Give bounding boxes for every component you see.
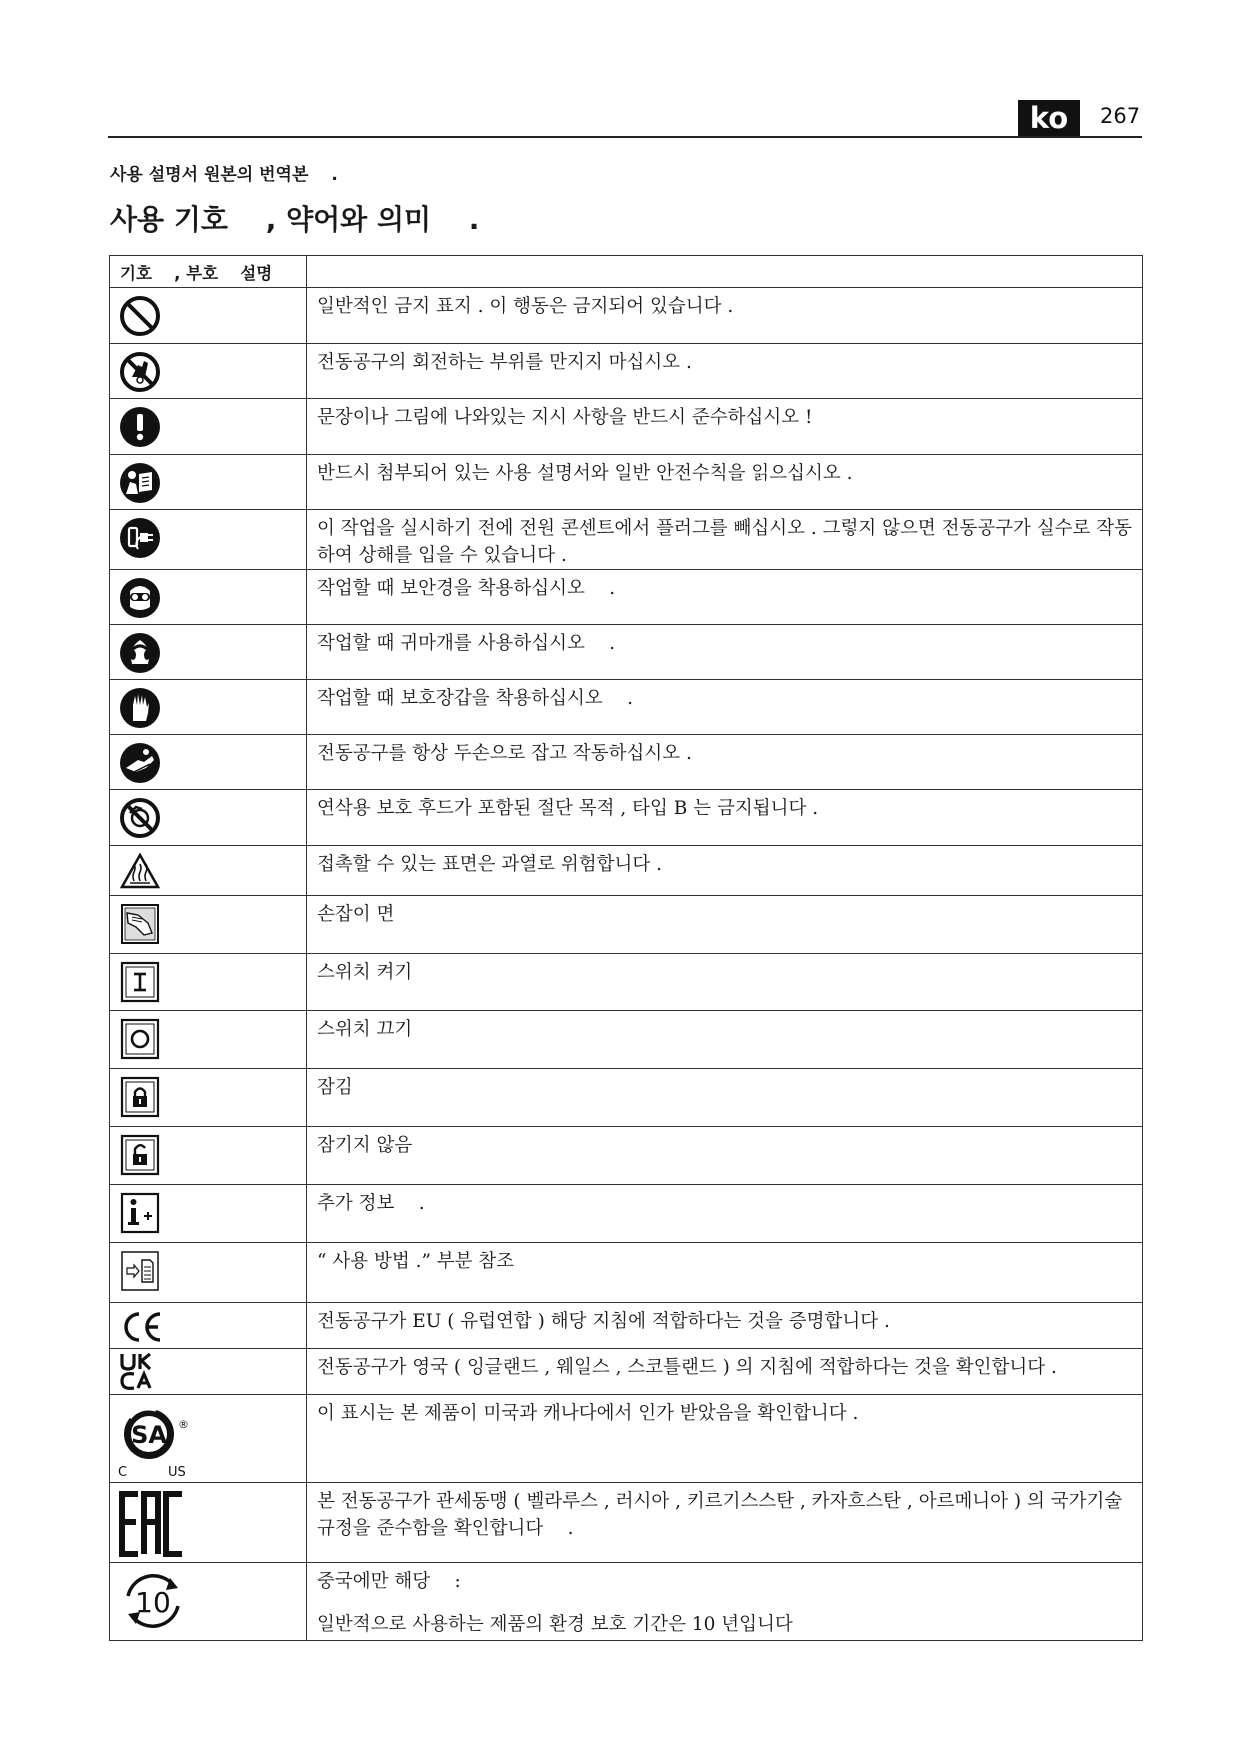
document-subtitle: 사용 설명서 원본의 번역본 . xyxy=(110,165,338,185)
protective-gloves-icon xyxy=(118,683,162,731)
row-description xyxy=(307,1563,1143,1641)
row-description: “ 사용 방법 .” 부분 참조 xyxy=(307,1243,1143,1303)
header-symbol-label: 기호 , 부호 설명 xyxy=(120,264,273,283)
eac-mark-icon xyxy=(118,1486,188,1560)
lock-icon xyxy=(118,1072,162,1120)
row-description: 전동공구가 영국 ( 잉글랜드 , 웨일스 , 스코틀랜드 ) 의 지침에 적합하다는 것을 확인합니다 . xyxy=(307,1349,1143,1395)
table-row xyxy=(110,846,1143,896)
table-row xyxy=(110,625,1143,680)
china-efup-10-icon xyxy=(118,1566,188,1636)
row-description: 잠기지 않음 xyxy=(307,1127,1143,1185)
prohibition-icon xyxy=(118,291,162,339)
table-header-row xyxy=(110,256,1143,288)
table-row xyxy=(110,954,1143,1011)
row-description: 잠김 xyxy=(307,1069,1143,1127)
row-description: 문장이나 그림에 나와있는 지시 사항을 반드시 준수하십시오 ! xyxy=(307,399,1143,455)
info-icon xyxy=(118,1188,162,1236)
grip-surface-icon xyxy=(118,899,162,947)
table-row xyxy=(110,790,1143,846)
language-badge: ko xyxy=(1018,100,1080,136)
table-row xyxy=(110,1349,1143,1395)
table-row xyxy=(110,344,1143,399)
row-description: 반드시 첨부되어 있는 사용 설명서와 일반 안전수칙을 읽으십시오 . xyxy=(307,455,1143,510)
exclamation-warning-icon xyxy=(118,402,162,450)
hot-surface-icon xyxy=(118,849,162,891)
switch-on-icon xyxy=(118,957,162,1005)
efup-years-label: 10 xyxy=(135,1586,171,1619)
row-description: 일반적인 금지 표지 . 이 행동은 금지되어 있습니다 . xyxy=(307,288,1143,344)
unlock-icon xyxy=(118,1130,162,1178)
table-row xyxy=(110,1069,1143,1127)
csa-us-label: US xyxy=(168,1465,186,1480)
no-touch-rotating-parts-icon xyxy=(118,347,162,395)
csa-registered-label: ® xyxy=(178,1418,189,1431)
table-row xyxy=(110,1395,1143,1483)
row-description: 스위치 켜기 xyxy=(307,954,1143,1011)
table-row xyxy=(110,510,1143,570)
table-row xyxy=(110,399,1143,455)
ear-protection-icon xyxy=(118,628,162,676)
no-cutting-disc-icon xyxy=(118,793,162,841)
header-desc-cell xyxy=(307,256,1143,288)
row-description: 이 표시는 본 제품이 미국과 캐나다에서 인가 받았음을 확인합니다 . xyxy=(307,1395,1143,1483)
row-description-line1: 중국에만 해당 : xyxy=(317,1571,461,1592)
table-row xyxy=(110,1011,1143,1069)
safety-goggles-icon xyxy=(118,573,162,621)
table-row xyxy=(110,1127,1143,1185)
page-number: 267 xyxy=(1100,104,1141,128)
unplug-icon xyxy=(118,513,162,561)
row-description: 전동공구를 항상 두손으로 잡고 작동하십시오 . xyxy=(307,735,1143,790)
ce-mark-icon xyxy=(118,1306,166,1346)
read-manual-icon xyxy=(118,458,162,506)
table-row xyxy=(110,1563,1143,1641)
table-row xyxy=(110,570,1143,625)
row-description: 본 전동공구가 관세동맹 ( 벨라루스 , 러시아 , 키르기스스탄 , 카자흐스탄 , 아르메니아 ) 의 국가기술규정을 준수함을 확인합니다 . xyxy=(307,1483,1143,1563)
row-description: 작업할 때 귀마개를 사용하십시오 . xyxy=(307,625,1143,680)
row-description: 전동공구가 EU ( 유럽연합 ) 해당 지침에 적합하다는 것을 증명합니다 . xyxy=(307,1303,1143,1349)
table-row xyxy=(110,735,1143,790)
table-row xyxy=(110,680,1143,735)
table-row xyxy=(110,455,1143,510)
csa-mark-icon xyxy=(116,1398,206,1482)
svg-text:SA: SA xyxy=(131,1421,167,1449)
row-description: 추가 정보 . xyxy=(307,1185,1143,1243)
csa-c-label: C xyxy=(118,1465,128,1480)
row-description: 작업할 때 보안경을 착용하십시오 . xyxy=(307,570,1143,625)
table-row xyxy=(110,1185,1143,1243)
header-rule xyxy=(108,136,1142,138)
row-description: 연삭용 보호 후드가 포함된 절단 목적 , 타입 B 는 금지됩니다 . xyxy=(307,790,1143,846)
row-description: 스위치 끄기 xyxy=(307,1011,1143,1069)
row-description: 전동공구의 회전하는 부위를 만지지 마십시오 . xyxy=(307,344,1143,399)
row-description: 작업할 때 보호장갑을 착용하십시오 . xyxy=(307,680,1143,735)
switch-off-icon xyxy=(118,1014,162,1062)
table-row xyxy=(110,1243,1143,1303)
table-row xyxy=(110,896,1143,954)
see-instructions-icon xyxy=(118,1246,162,1294)
table-row xyxy=(110,1483,1143,1563)
symbols-table xyxy=(109,255,1143,1641)
row-description: 손잡이 면 xyxy=(307,896,1143,954)
two-hand-operation-icon xyxy=(118,738,162,786)
row-description: 접촉할 수 있는 표면은 과열로 위험합니다 . xyxy=(307,846,1143,896)
row-description: 이 작업을 실시하기 전에 전원 콘센트에서 플러그를 빼십시오 . 그렇지 않으면 전동공구가 실수로 작동하여 상해를 입을 수 있습니다 . xyxy=(307,510,1143,570)
row-description-line2: 일반적으로 사용하는 제품의 환경 보호 기간은 10 년입니다 xyxy=(317,1614,793,1635)
ukca-mark-icon xyxy=(118,1350,162,1392)
table-row xyxy=(110,1303,1143,1349)
table-row xyxy=(110,288,1143,344)
document-title: 사용 기호 , 약어와 의미 . xyxy=(110,203,480,236)
